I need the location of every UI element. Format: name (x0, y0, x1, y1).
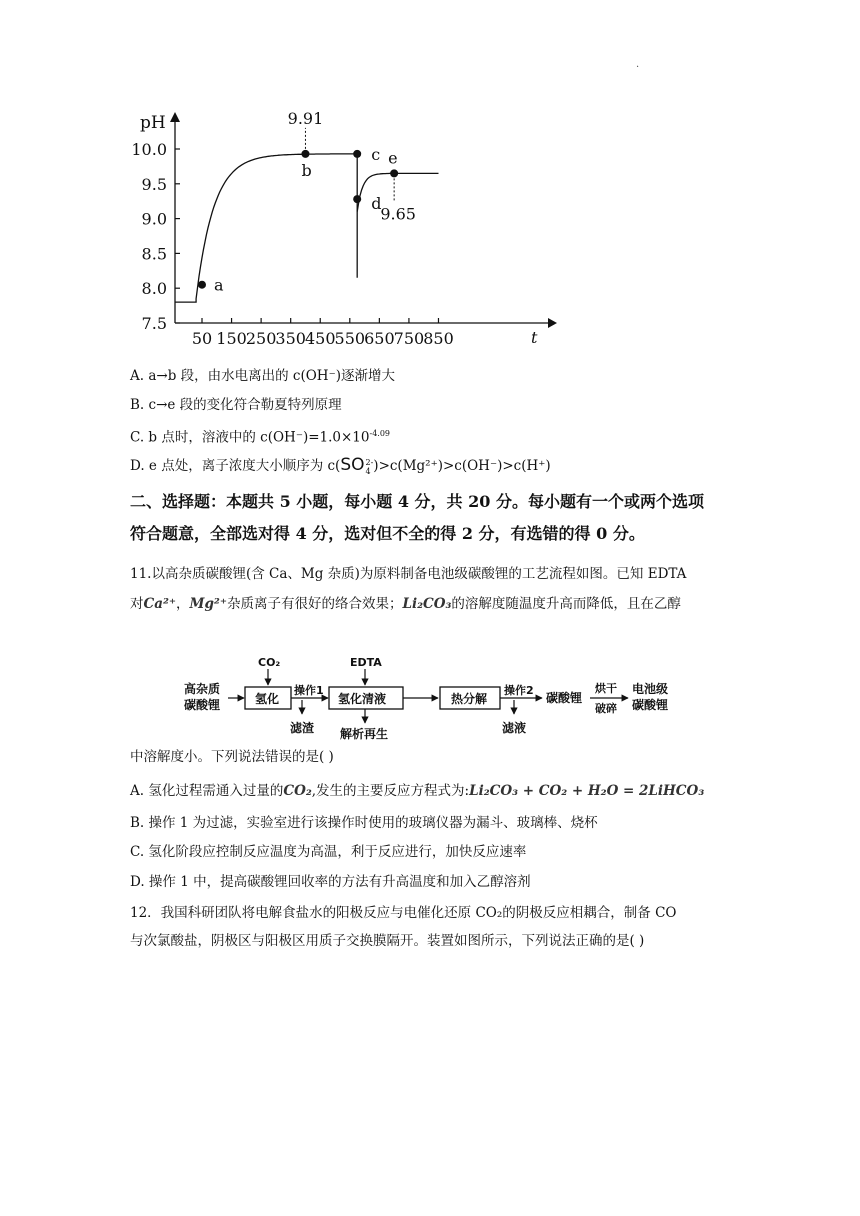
q11-option-c: C. 氢化阶段应控制反应温度为高温，利于反应进行，加快反应速率 (130, 844, 527, 860)
point-label-e: e (388, 148, 398, 168)
flow-op2-label: 操作2 (504, 684, 534, 697)
ph-time-chart (120, 100, 560, 350)
y-tick-label: 8.5 (141, 244, 167, 264)
q11-option-a (130, 781, 704, 801)
x-tick-label: 750 (393, 329, 425, 348)
q10-option-c-exponent: -4.09 (369, 429, 391, 438)
q10-option-c (130, 424, 390, 448)
flow-filtrate: 滤液 (502, 721, 527, 735)
x-tick-label: 850 (423, 329, 454, 348)
q10-option-c-text: C. b 点时，溶液中的 c(OH⁻)=1.0×10 (130, 429, 370, 446)
y-axis-arrow (170, 112, 180, 122)
sulfate-charge: 2- (365, 457, 374, 467)
q10-option-b: B. c→e 段的变化符合勒夏特列原理 (130, 397, 342, 413)
co2-formula: CO₂ (283, 783, 312, 799)
point-c (353, 150, 361, 158)
flow-box3-label: 热分解 (451, 692, 488, 706)
q11-text-3: 的溶解度随温度升高而降低，且在乙醇 (451, 596, 681, 612)
annotation-b-value: 9.91 (287, 108, 324, 128)
annotation-e-value: 9.65 (380, 204, 416, 224)
flow-dry-label: 烘干 (595, 682, 617, 695)
flow-product: 碳酸锂 (546, 691, 583, 705)
process-flow-diagram (180, 652, 700, 742)
q11-stem-line1: 11.以高杂质碳酸锂(含 Ca、Mg 杂质)为原料制备电池级碳酸锂的工艺流程如图。已知 EDTA (130, 566, 687, 582)
q11-text: 对 (130, 596, 144, 612)
q11-text-2: 杂质离子有很好的络合效果； (226, 596, 403, 612)
x-tick-label: 450 (304, 329, 336, 348)
flow-residue: 滤渣 (290, 721, 315, 735)
y-axis-label: pH (140, 113, 166, 133)
q10-option-a: A. a→b 段，由水电离出的 c(OH⁻)逐渐增大 (130, 368, 395, 384)
reaction-equation: Li₂CO₃ + CO₂ + H₂O = 2LiHCO₃ (469, 783, 705, 799)
x-axis-arrow (548, 318, 557, 328)
page-mark: · (636, 62, 640, 73)
flow-crush-label: 破碎 (595, 702, 617, 715)
x-tick-label: 550 (334, 329, 366, 348)
q11-option-b: B. 操作 1 为过滤，实验室进行该操作时使用的玻璃仪器为漏斗、玻璃棒、烧杯 (130, 815, 598, 831)
section-heading-line1: 二、选择题：本题共 5 小题，每小题 4 分，共 20 分。每小题有一个或两个选项 (130, 492, 704, 511)
q10-option-d-rest: )>c(Mg²⁺)>c(OH⁻)>c(H⁺) (373, 458, 551, 474)
q12-stem-line2: 与次氯酸盐，阴极区与阳极区用质子交换膜隔开。装置如图所示，下列说法正确的是( ) (130, 933, 645, 949)
flow-regeneration: 解析再生 (340, 727, 389, 741)
sulfate-ion: SO (340, 455, 365, 475)
flow-end-line2: 碳酸锂 (632, 698, 669, 712)
q10-option-d-text: D. e 点处，离子浓度大小顺序为 c( (130, 458, 341, 474)
point-label-d: d (371, 194, 382, 214)
q11-stem-line2 (130, 594, 681, 614)
point-b (301, 150, 309, 158)
li2co3-formula: Li₂CO₃ (402, 596, 452, 612)
chart-points (198, 109, 416, 295)
point-a (198, 281, 206, 289)
comma: ， (176, 596, 190, 612)
flow-box1-label: 氢化 (255, 692, 280, 706)
flow-start-line2: 碳酸锂 (184, 698, 221, 712)
y-tick-label: 9.5 (141, 174, 167, 194)
chart-axes (131, 112, 557, 348)
x-tick-label: 250 (245, 329, 277, 348)
y-tick-label: 7.5 (141, 314, 167, 333)
x-tick-label: 150 (216, 329, 247, 348)
point-label-a: a (214, 275, 224, 295)
q11-option-a-text: A. 氢化过程需通入过量的 (130, 783, 284, 799)
q10-option-d (130, 455, 551, 476)
point-d (353, 195, 361, 203)
ca-ion: Ca²⁺ (143, 596, 177, 612)
y-tick-label: 8.0 (141, 279, 167, 299)
q11-stem-line3: 中溶解度小。下列说法错误的是( ) (130, 749, 334, 765)
y-tick-label: 9.0 (141, 209, 167, 229)
sulfate-subscript: 4 (365, 466, 371, 476)
x-axis-label: t (531, 328, 538, 347)
mg-ion: Mg²⁺ (189, 596, 227, 612)
ph-curve-path-1 (175, 154, 357, 302)
x-tick-label: 50 (191, 329, 213, 348)
x-tick-label: 350 (275, 329, 306, 348)
q11-option-a-mid: ,发生的主要反应方程式为: (311, 783, 470, 799)
point-label-b: b (301, 160, 312, 180)
flow-co2-input: CO₂ (258, 656, 281, 669)
q12-stem-line1: 12．我国科研团队将电解食盐水的阳极反应与电催化还原 CO₂的阴极反应相耦合，制备 CO (130, 905, 677, 921)
point-e (390, 169, 398, 177)
flow-end-line1: 电池级 (632, 682, 669, 696)
point-label-c: c (371, 144, 381, 164)
x-tick-label: 650 (364, 329, 395, 348)
flow-box2-label: 氢化清液 (338, 692, 387, 706)
q11-option-d: D. 操作 1 中，提高碳酸锂回收率的方法有升高温度和加入乙醇溶剂 (130, 874, 531, 890)
flow-op1-label: 操作1 (294, 684, 324, 697)
y-tick-label: 10.0 (131, 140, 167, 159)
flow-edta-input: EDTA (350, 656, 382, 669)
section-heading-line2: 符合题意，全部选对得 4 分，选对但不全的得 2 分，有选错的得 0 分。 (130, 524, 645, 543)
flow-start-line1: 高杂质 (184, 682, 221, 696)
